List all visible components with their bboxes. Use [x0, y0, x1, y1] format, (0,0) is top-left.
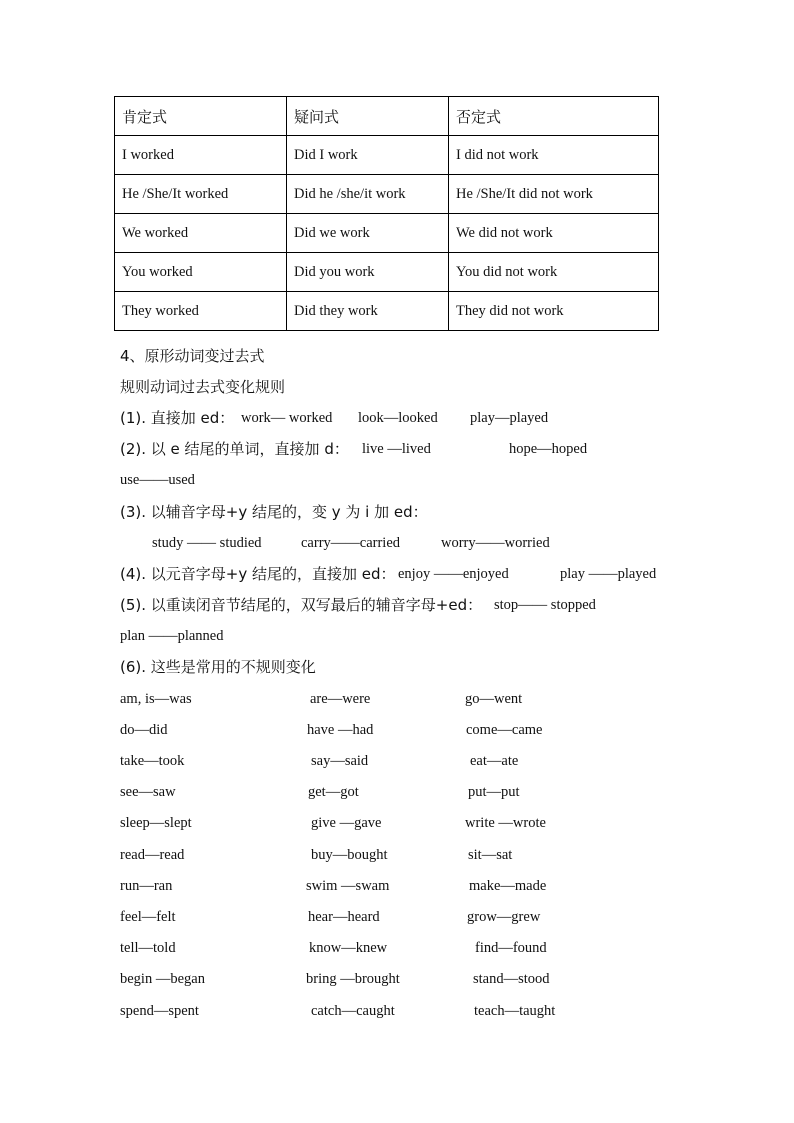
past-tense-forms-table [114, 96, 659, 331]
verb-pair: go—went [465, 691, 523, 707]
verb-pair: make—made [469, 878, 547, 894]
table-row [115, 214, 659, 253]
table-row [115, 136, 659, 175]
rule-3-example: worry——worried [441, 535, 550, 551]
verb-pair: catch—caught [311, 1003, 395, 1019]
verb-pair: swim —swam [306, 878, 390, 894]
verb-pair: spend—spent [120, 1003, 199, 1019]
verb-pair: read—read [120, 847, 185, 863]
verb-pair: find—found [475, 940, 547, 956]
verb-pair: am, is—was [120, 691, 192, 707]
rule-2-example: use——used [120, 472, 195, 488]
verb-pair: grow—grew [467, 909, 541, 925]
rule-3-example: study —— studied [152, 535, 262, 551]
rule-4-example: enjoy ——enjoyed [398, 566, 509, 582]
rule-4-example: play ——played [560, 566, 657, 582]
header-interrogative: 疑问式 [287, 97, 449, 136]
table-cell: Did we work [287, 214, 449, 253]
section-title: 4、原形动词变过去式 [120, 347, 265, 365]
table-row [115, 175, 659, 214]
verb-pair: come—came [466, 722, 543, 738]
verb-pair: say—said [311, 753, 369, 769]
verb-pair: stand—stood [473, 971, 550, 987]
table-cell: Did I work [287, 136, 449, 175]
rule-1-example: work— worked [241, 410, 333, 426]
rule-6-label: (6). 这些是常用的不规则变化 [120, 658, 316, 676]
section-subtitle: 规则动词过去式变化规则 [120, 378, 286, 396]
rule-5-example: plan ——planned [120, 628, 224, 644]
header-negative: 否定式 [449, 97, 659, 136]
rule-1-example: play—played [470, 410, 549, 426]
verb-pair: take—took [120, 753, 185, 769]
verb-pair: are—were [310, 691, 371, 707]
verb-pair: have —had [307, 722, 374, 738]
verb-pair: give —gave [311, 815, 382, 831]
table-cell: I worked [115, 136, 287, 175]
table-cell: Did they work [287, 292, 449, 331]
rule-3-example: carry——carried [301, 535, 401, 551]
table-cell: We did not work [449, 214, 659, 253]
verb-pair: begin —began [120, 971, 205, 987]
verb-pair: write —wrote [465, 815, 546, 831]
verb-pair: sit—sat [468, 847, 513, 863]
table-cell: He /She/It did not work [449, 175, 659, 214]
table-header-row [115, 97, 659, 136]
rule-5-label: (5). 以重读闭音节结尾的，双写最后的辅音字母+ed： [120, 596, 483, 614]
verb-pair: hear—heard [308, 909, 380, 925]
verb-pair: teach—taught [474, 1003, 556, 1019]
rule-3-label: (3). 以辅音字母+y 结尾的，变 y 为 i 加 ed： [120, 503, 428, 521]
table-cell: Did you work [287, 253, 449, 292]
verb-pair: know—knew [309, 940, 388, 956]
table-row [115, 253, 659, 292]
table-cell: Did he /she/it work [287, 175, 449, 214]
verb-pair: eat—ate [470, 753, 519, 769]
verb-pair: do—did [120, 722, 168, 738]
table-cell: You worked [115, 253, 287, 292]
table-cell: You did not work [449, 253, 659, 292]
table-cell: I did not work [449, 136, 659, 175]
verb-pair: put—put [468, 784, 520, 800]
table-cell: He /She/It worked [115, 175, 287, 214]
verb-pair: feel—felt [120, 909, 176, 925]
table-cell: They did not work [449, 292, 659, 331]
rule-1-example: look—looked [358, 410, 438, 426]
rule-1-label: (1). 直接加 ed： [120, 409, 235, 427]
header-affirmative: 肯定式 [115, 97, 287, 136]
table-cell: We worked [115, 214, 287, 253]
rule-4-label: (4). 以元音字母+y 结尾的，直接加 ed： [120, 565, 396, 583]
table-cell: They worked [115, 292, 287, 331]
verb-pair: get—got [308, 784, 359, 800]
verb-pair: bring —brought [306, 971, 400, 987]
verb-pair: see—saw [120, 784, 176, 800]
verb-pair: buy—bought [311, 847, 388, 863]
rule-5-example: stop—— stopped [494, 597, 596, 613]
rule-2-example: live —lived [362, 441, 431, 457]
rule-2-example: hope—hoped [509, 441, 588, 457]
verb-pair: tell—told [120, 940, 176, 956]
rule-2-label: (2). 以 e 结尾的单词，直接加 d： [120, 440, 349, 458]
table-row [115, 292, 659, 331]
verb-pair: sleep—slept [120, 815, 192, 831]
verb-pair: run—ran [120, 878, 173, 894]
